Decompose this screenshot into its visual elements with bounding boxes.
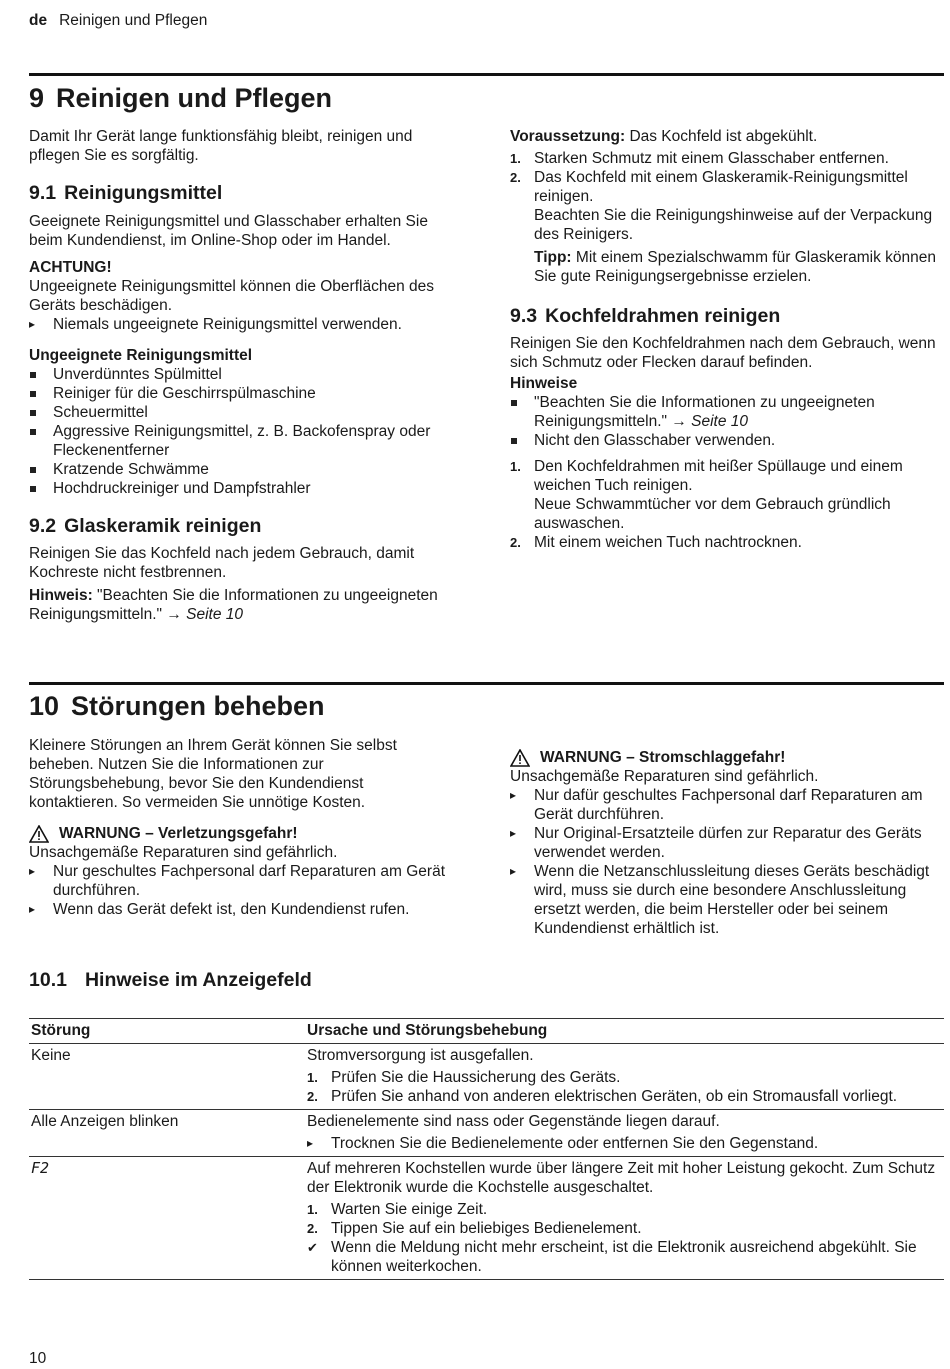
display-code-f2: F2 [31,1159,50,1177]
step-item: 1. Den Kochfeldrahmen mit heißer Spüllauge und einem weichen Tuch reinigen. Neue Schwammtücher vor dem Gebrauch gründlich auswaschen. [510,458,903,532]
table-row [29,1110,944,1157]
step-item: 1. Prüfen Sie die Haussicherung des Geräts. [307,1069,621,1086]
table-cell: Keine [29,1044,305,1110]
chapter-9-intro: Damit Ihr Gerät lange funktionsfähig bleibt, reinigen und pflegen Sie es sorgfältig. [29,128,413,164]
section-9-2-heading: 9.2 Glaskeramik reinigen [29,515,262,537]
section-9-1-text: Geeignete Reinigungsmittel und Glasschaber erhalten Sie beim Kundendienst, im Online-Shop oder im Handel. [29,213,428,249]
list-item: "Beachten Sie die Informationen zu ungeeigneten Reinigungsmitteln." → Seite 10 [510,393,942,431]
glass-ceramic-steps [510,149,942,286]
list-item: Aggressive Reinigungsmittel, z. B. Backofenspray oder Fleckenentferner [29,422,454,460]
precondition: Voraussetzung: Das Kochfeld ist abgekühlt. [510,128,818,145]
step-item: 2. Das Kochfeld mit einem Glaskeramik-Reinigungsmittel reinigen. Beachten Sie die Reinigungshinweise auf der Verpackung des Reinigers. Tipp: Mit einem Spezialschwamm für Glaskeramik können Sie gute Reinigungsergebnisse erzielen. [510,169,936,285]
section-10-1-heading: 10.1 Hinweise im Anzeigefeld [29,969,312,991]
list-item: ▸ Nur Original-Ersatzteile dürfen zur Reparatur des Geräts verwendet werden. [510,824,942,862]
page-reference-link[interactable]: → Seite 10 [671,413,749,430]
display-messages-table [29,1018,944,1280]
step-item: 2. Mit einem weichen Tuch nachtrocknen. [510,534,802,551]
page-reference-link[interactable]: → Seite 10 [166,606,244,623]
chapter-10-intro: Kleinere Störungen an Ihrem Gerät können Sie selbst beheben. Nutzen Sie die Informationen zur Störungsbehebung, bevor Sie den Kundendienst kontaktieren. So vermeiden Sie unnötige Kosten. [29,737,397,811]
step-item: 2. Prüfen Sie anhand von anderen elektrischen Geräten, ob ein Stromausfall vorliegt. [307,1088,898,1105]
chapter-9-left-column [29,127,454,624]
step-item: 1. Warten Sie einige Zeit. [307,1201,488,1218]
table-cell [29,1157,305,1280]
warning-shock-list [510,786,942,938]
warning-shock-text: Unsachgemäße Reparaturen sind gefährlich. [510,768,819,785]
list-item: ▸ Wenn das Gerät defekt ist, den Kundendienst rufen. [29,900,454,919]
unsuitable-cleaners-title: Ungeeignete Reinigungsmittel [29,347,253,364]
chapter-rule [29,682,944,685]
list-item: ▸ Trocknen Sie die Bedienelemente oder entfernen Sie den Gegenstand. [307,1134,942,1153]
result-item: ✔ Wenn die Meldung nicht mehr erscheint, ist die Elektronik ausreichend abgekühlt. Sie können weiterkochen. [307,1238,942,1276]
list-item: Scheuermittel [29,403,454,422]
chapter-10-left-column [29,736,454,919]
table-cell: Alle Anzeigen blinken [29,1110,305,1157]
list-item: Kratzende Schwämme [29,460,454,479]
step-item: 1. Starken Schmutz mit einem Glasschaber entfernen. [510,150,889,167]
table-cell: Stromversorgung ist ausgefallen. 1. Prüfen Sie die Haussicherung des Geräts. 2. Prüfen Sie anhand von anderen elektrischen Geräten, ob ein Stromausfall vorliegt. [305,1044,944,1110]
list-item: Reiniger für die Geschirrspülmaschine [29,384,454,403]
step-item: 2. Tippen Sie auf ein beliebiges Bedienelement. [307,1220,642,1237]
warning-triangle-icon [29,825,49,843]
hinweise-list [510,393,942,450]
section-9-3-text: Reinigen Sie den Kochfeldrahmen nach dem Gebrauch, wenn sich Schmutz oder Flecken darauf befinden. [510,335,936,371]
section-9-3-heading: 9.3 Kochfeldrahmen reinigen [510,305,781,327]
warning-shock-heading: WARNUNG – Stromschlaggefahr! [510,748,942,767]
list-item: Unverdünntes Spülmittel [29,365,454,384]
page-number: 10 [29,1350,47,1367]
chapter-9-heading: 9 Reinigen und Pflegen [29,83,333,113]
section-9-2-text: Reinigen Sie das Kochfeld nach jedem Gebrauch, damit Kochreste nicht festbrennen. [29,545,415,581]
table-row [29,1157,944,1280]
list-item: ▸ Wenn die Netzanschlussleitung dieses Geräts beschädigt wird, muss sie durch eine besondere Anschlussleitung ersetzt werden, die beim Hersteller oder bei seinem Kundendienst erhältlich ist. [510,862,942,938]
section-9-1-heading: 9.1 Reinigungsmittel [29,182,223,204]
table-cell: Bedienelemente sind nass oder Gegenstände liegen darauf. ▸ Trocknen Sie die Bedienelemente oder entfernen Sie den Gegenstand. [305,1110,944,1157]
warning-injury-list [29,862,454,919]
hinweise-label: Hinweise [510,375,578,392]
warning-injury-heading: WARNUNG – Verletzungsgefahr! [29,824,454,843]
table-row [29,1044,944,1110]
list-item: Nicht den Glasschaber verwenden. [510,431,942,450]
chapter-9-right-column [510,127,942,552]
running-header [29,11,207,30]
section-9-2-hinweis: Hinweis: "Beachten Sie die Informationen zu ungeeigneten Reinigungsmitteln." → Seite 10 [29,587,438,623]
chapter-rule [29,73,944,76]
running-header-title: Reinigen und Pflegen [59,12,208,29]
frame-cleaning-steps [510,457,942,552]
table-header-row [29,1019,944,1044]
chapter-10-right-column [510,748,942,938]
column-header: Ursache und Störungsbehebung [305,1019,944,1044]
achtung-text: Ungeeignete Reinigungsmittel können die Oberflächen des Geräts beschädigen. [29,278,434,314]
warning-triangle-icon [510,749,530,767]
list-item: ▸ Nur dafür geschultes Fachpersonal darf Reparaturen am Gerät durchführen. [510,786,942,824]
list-item: ▸ Nur geschultes Fachpersonal darf Reparaturen am Gerät durchführen. [29,862,454,900]
table-cell: Auf mehreren Kochstellen wurde über längere Zeit mit hoher Leistung gekocht. Zum Schutz der Elektronik wurde die Kochstelle ausgeschaltet. 1. Warten Sie einige Zeit. 2. Tippen Sie auf ein beliebiges Bedienelement. ✔ Wenn die Meldung nicht mehr erscheint, ist die Elektronik ausreichend abgekühlt. Sie können weiterkochen. [305,1157,944,1280]
achtung-action-list [29,315,454,334]
warning-injury-text: Unsachgemäße Reparaturen sind gefährlich. [29,844,338,861]
list-item: Hochdruckreiniger und Dampfstrahler [29,479,454,498]
unsuitable-cleaners-list [29,365,454,498]
language-code: de [29,12,48,29]
achtung-label: ACHTUNG! [29,259,112,276]
column-header: Störung [29,1019,305,1044]
achtung-action: ▸ Niemals ungeeignete Reinigungsmittel verwenden. [29,315,454,334]
chapter-10-heading: 10 Störungen beheben [29,691,325,721]
